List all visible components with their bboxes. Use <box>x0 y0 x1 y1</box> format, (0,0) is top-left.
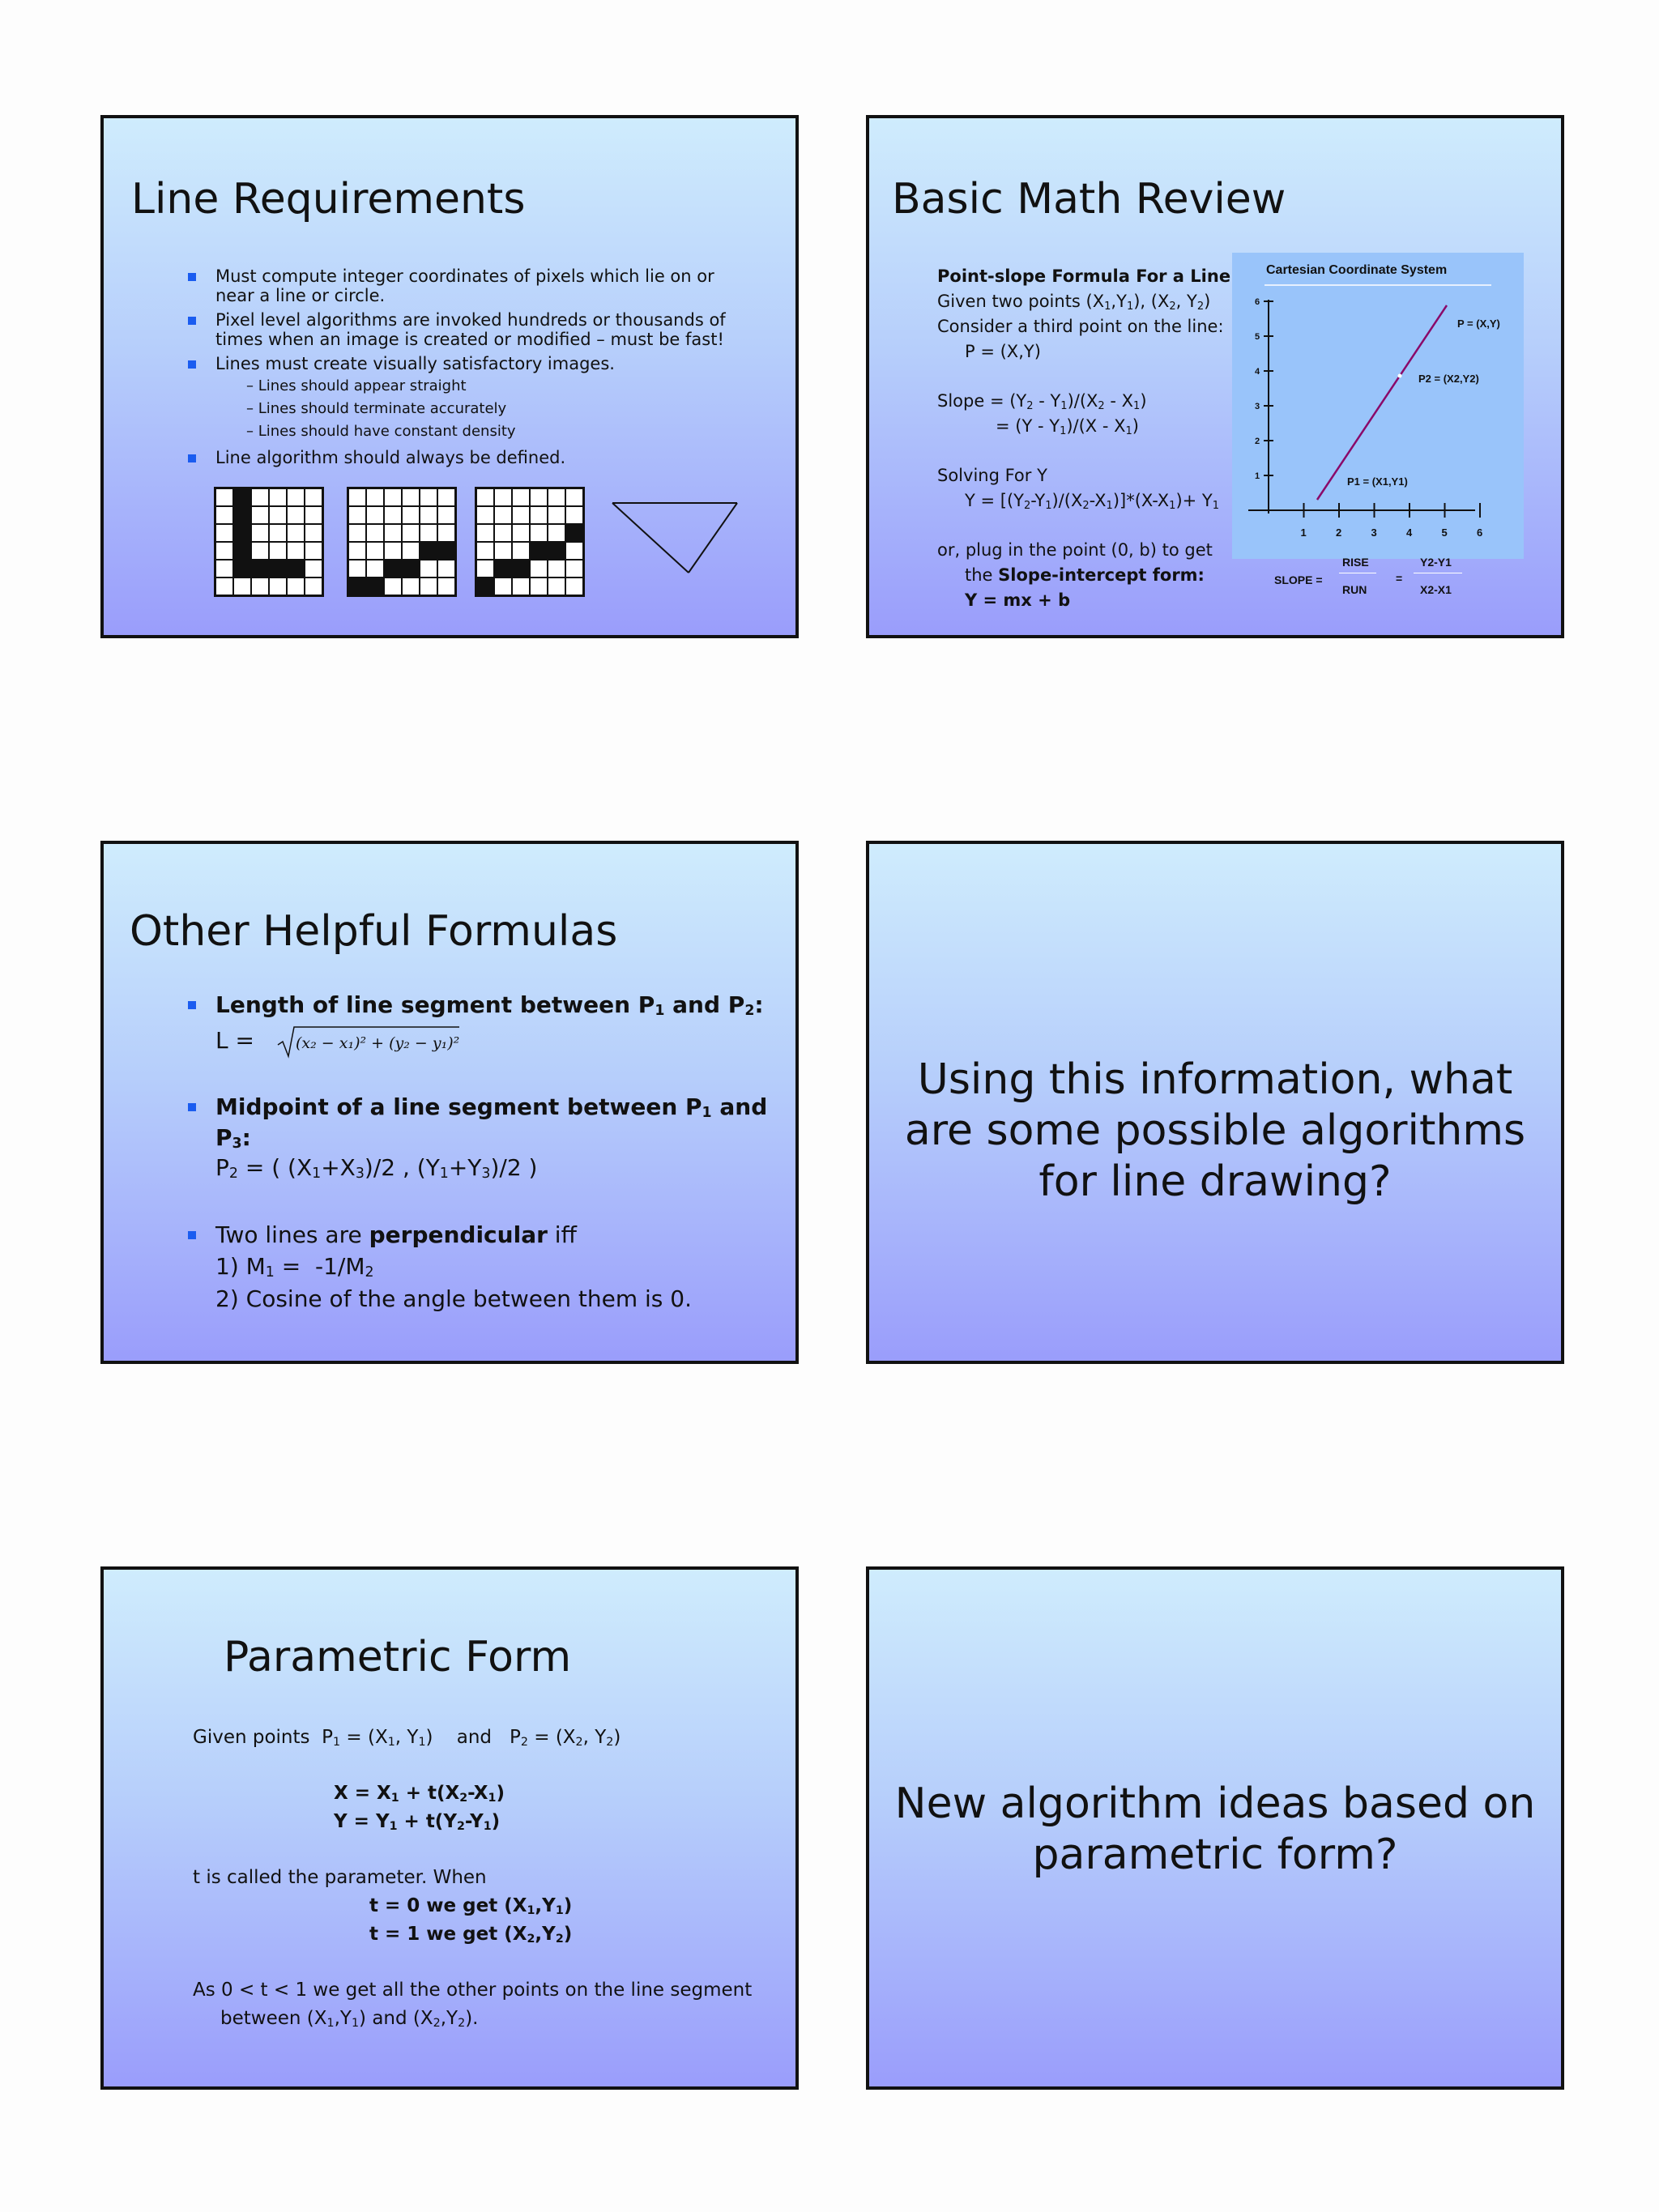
pixel-cell <box>495 560 511 577</box>
consider-line: Consider a third point on the line: <box>937 317 1224 336</box>
p1-label: P1 = (X1,Y1) <box>1347 475 1408 488</box>
length-formula: L = (x₂ − x₁)² + (y₂ − y₁)² <box>188 1024 463 1059</box>
pixel-cell <box>305 507 322 523</box>
pixel-cell <box>216 489 232 505</box>
x-tick-label: 5 <box>1441 526 1448 539</box>
pixel-cell <box>548 507 565 523</box>
parametric-equations <box>193 1779 784 1836</box>
pixel-cell <box>234 525 250 541</box>
point-equation: P = (X,Y) <box>965 342 1041 361</box>
length-label: Length of line segment between P <box>215 991 655 1018</box>
pixel-cell <box>403 543 419 559</box>
pixel-cell <box>288 525 304 541</box>
triangle-drawing <box>611 501 740 582</box>
and-text: and <box>672 991 721 1018</box>
pixel-cell <box>367 525 383 541</box>
slope-intercept-line <box>937 563 1245 588</box>
run-label: RUN <box>1342 583 1367 596</box>
pixel-cell <box>349 525 365 541</box>
y-tick-label: 1 <box>1255 471 1260 481</box>
p2-point <box>1398 374 1402 378</box>
bullet-list <box>188 266 755 472</box>
pixel-cell <box>438 507 454 523</box>
bullet-item-midpoint: Midpoint of a line segment between $P_1$ and $P_3$: <box>188 1092 771 1153</box>
given-points-line: Given two points $(X_1,Y_1)$, ($X_2$, $Y_2$) <box>937 292 1211 313</box>
pixel-cell <box>566 489 582 505</box>
y-mx-b: Y = mx + b <box>965 590 1071 610</box>
equals-sign: = <box>1396 572 1403 585</box>
question-line: parametric form? <box>1032 1831 1398 1879</box>
pixel-cell <box>270 525 286 541</box>
pixel-cell <box>548 560 565 577</box>
pixel-cell <box>216 525 232 541</box>
and-text: and <box>719 1093 768 1120</box>
pixel-cell <box>288 560 304 577</box>
pixel-cell <box>305 560 322 577</box>
pixel-cell <box>288 489 304 505</box>
pixel-cell <box>566 543 582 559</box>
t-values <box>193 1892 784 1949</box>
pixel-cell <box>349 489 365 505</box>
bullet-item: Pixel level algorithms are invoked hundreds or thousands of times when an image is created or modified – must be fast! <box>188 310 755 349</box>
pixel-cell <box>420 543 437 559</box>
pixel-cell <box>513 578 529 595</box>
slide-title: Parametric Form <box>224 1633 572 1681</box>
slide-title: Line Requirements <box>131 175 526 224</box>
pixel-cell <box>270 543 286 559</box>
pixel-cell <box>513 525 529 541</box>
pixel-cell <box>385 578 401 595</box>
pixel-cell <box>270 507 286 523</box>
perp-pre: Two lines are <box>215 1221 362 1248</box>
y-tick-label: 2 <box>1255 437 1260 446</box>
y-tick-label: 5 <box>1255 332 1260 342</box>
pixel-cell <box>495 543 511 559</box>
x-tick-label: 4 <box>1406 526 1413 539</box>
plug-line: or, plug in the point (0, b) to get <box>937 540 1213 560</box>
chart-svg <box>1232 253 1524 559</box>
pixel-cell <box>477 525 493 541</box>
p-label: P = (X,Y) <box>1457 318 1500 330</box>
pixel-cell <box>438 525 454 541</box>
pixel-cell <box>531 578 547 595</box>
pixel-cell <box>495 507 511 523</box>
pixel-cell <box>548 578 565 595</box>
perp-word: perpendicular <box>369 1221 548 1248</box>
pixel-cell <box>252 543 268 559</box>
x-diff-label: X2-X1 <box>1420 583 1452 596</box>
pixel-cell <box>216 543 232 559</box>
t1-line: t = 1 we get $(X_2,Y_2)$ <box>369 1924 573 1946</box>
pixel-cell <box>438 543 454 559</box>
y-equation: $Y = Y_1 + t(Y_2-Y_1)$ <box>334 1811 501 1833</box>
between-text: between <box>220 2008 301 2029</box>
given-points-line: Given points $P_1 = (X_1$, $Y_1$) and $P_2 = (X_2$, $Y_2$) <box>193 1727 621 1749</box>
pixel-cell <box>349 560 365 577</box>
pixel-cell <box>252 578 268 595</box>
pixel-grid-horizontal <box>347 487 457 597</box>
slope-label: Slope <box>937 391 985 411</box>
range-text: As 0 < t < 1 we get all the other points on the line segment <box>193 1980 753 2001</box>
slide-title: Other Helpful Formulas <box>130 907 618 956</box>
pixel-cell <box>566 507 582 523</box>
given-text: Given two points <box>937 292 1081 311</box>
perp-post: iff <box>554 1221 577 1248</box>
question-line: for line drawing? <box>1038 1157 1392 1206</box>
slide-title: Basic Math Review <box>892 175 1286 224</box>
pixel-cell <box>305 489 322 505</box>
pixel-cell <box>270 560 286 577</box>
pixel-cell <box>385 489 401 505</box>
y-ticks <box>1255 297 1273 481</box>
pixel-cell <box>252 507 268 523</box>
pixel-cell <box>513 489 529 505</box>
parameter-text: t is called the parameter. When <box>193 1867 487 1888</box>
pixel-cell <box>252 525 268 541</box>
bullet-text: Lines must create visually satisfactory images. <box>215 354 615 373</box>
formula-text <box>937 264 1245 613</box>
pixel-cell <box>531 560 547 577</box>
pixel-cell <box>531 489 547 505</box>
midpoint-formula: $P_2$ = ( $(X_1+X_3)/2$ , $(Y_1+Y_3)/2$ ) <box>215 1154 538 1182</box>
slide-parametric-form <box>100 1566 799 2090</box>
condition-2: 2) Cosine of the angle between them is 0. <box>215 1285 692 1312</box>
pixel-cell <box>531 543 547 559</box>
pixel-cell <box>252 489 268 505</box>
pixel-cell <box>234 560 250 577</box>
midpoint-label: Midpoint of a line segment between P <box>215 1093 702 1120</box>
pixel-cell <box>548 489 565 505</box>
pixel-cell <box>367 543 383 559</box>
pixel-cell <box>403 507 419 523</box>
x-tick-label: 1 <box>1300 526 1307 539</box>
pixel-cell <box>438 578 454 595</box>
x-equation: $X = X_1 + t(X_2-X_1)$ <box>334 1783 505 1805</box>
pixel-cell <box>252 560 268 577</box>
pixel-cell <box>513 543 529 559</box>
pixel-cell <box>566 560 582 577</box>
we-get: we get <box>426 1895 498 1916</box>
pixel-cell <box>548 543 565 559</box>
bullet-list-3 <box>188 1220 771 1251</box>
parametric-body <box>193 1724 784 2033</box>
slope-intercept-label: Slope-intercept form: <box>998 565 1205 585</box>
pixel-cell <box>216 507 232 523</box>
pixel-cell <box>367 507 383 523</box>
pixel-cell <box>305 525 322 541</box>
pixel-cell <box>513 560 529 577</box>
svg-text:(x₂ − x₁)² + (y₂ − y₁)²: (x₂ − x₁)² + (y₂ − y₁)² <box>295 1034 459 1052</box>
question-line: New algorithm ideas based on <box>894 1779 1536 1828</box>
x-tick-label: 3 <box>1371 526 1377 539</box>
solve-equation: $Y = [(Y_2-Y_1)/(X_2-X_1)]*(X-X_1)+ Y_1$ <box>965 491 1220 512</box>
pixel-cell <box>305 543 322 559</box>
bullet-item-length: Length of line segment between $P_1$ and $P_2$: <box>188 990 771 1021</box>
sub-bullet-item: – Lines should terminate accurately <box>246 398 755 420</box>
pixel-cell <box>288 578 304 595</box>
slope-equation-2: = $(Y - Y_1)/(X - X_1)$ <box>996 416 1139 437</box>
perp-conditions <box>188 1251 692 1315</box>
pixel-cell <box>367 578 383 595</box>
y-tick-label: 6 <box>1255 297 1260 307</box>
slide-line-requirements <box>100 115 799 638</box>
sub-bullet-item: – Lines should have constant density <box>246 420 755 443</box>
pixel-cell <box>513 507 529 523</box>
y-tick-label: 3 <box>1255 402 1260 411</box>
condition-1: 1) $M_1 = -1/M_2$ <box>215 1253 374 1281</box>
question-text <box>869 1055 1561 1208</box>
chart-title: Cartesian Coordinate System <box>1266 263 1448 277</box>
pixel-cell <box>349 543 365 559</box>
question-line: are some possible algorithms <box>904 1106 1526 1155</box>
pixel-cell <box>420 507 437 523</box>
pixel-cell <box>566 578 582 595</box>
pixel-cell <box>531 507 547 523</box>
pixel-grid-vertical <box>214 487 324 597</box>
pixel-cell <box>477 560 493 577</box>
x-ticks <box>1301 503 1483 539</box>
slope-equation: Slope = $(Y_2 - Y_1)/(X_2 - X_1)$ <box>937 391 1147 412</box>
pixel-cell <box>216 560 232 577</box>
pixel-cell <box>420 525 437 541</box>
the-text: the <box>965 565 993 585</box>
pixel-cell <box>566 525 582 541</box>
y-diff-label: Y2-Y1 <box>1420 556 1452 569</box>
sub-bullet-item: – Lines should appear straight <box>246 375 755 398</box>
pixel-cell <box>548 525 565 541</box>
pixel-cell <box>385 525 401 541</box>
pixel-cell <box>495 578 511 595</box>
pixel-cell <box>385 560 401 577</box>
pixel-cell <box>349 507 365 523</box>
pixel-cell <box>531 525 547 541</box>
cond1-text: 1) M <box>215 1253 266 1280</box>
we-get: we get <box>426 1924 498 1945</box>
pixel-cell <box>367 489 383 505</box>
cartesian-chart <box>1232 253 1524 559</box>
pixel-cell <box>385 507 401 523</box>
bullet-item-perpendicular <box>188 1220 771 1251</box>
pixel-cell <box>234 543 250 559</box>
pixel-cell <box>438 560 454 577</box>
pixel-cell <box>477 507 493 523</box>
pixel-cell <box>234 578 250 595</box>
between-line: between $(X_1,Y_1)$ and $(X_2,Y_2)$. <box>220 2008 479 2030</box>
solving-line: Solving For Y <box>937 466 1047 485</box>
pixel-cell <box>216 578 232 595</box>
pixel-cell <box>438 489 454 505</box>
rise-label: RISE <box>1342 556 1369 569</box>
bullet-list <box>188 990 771 1021</box>
pixel-cell <box>477 543 493 559</box>
pixel-cell <box>477 578 493 595</box>
pixel-cell <box>403 578 419 595</box>
question-line: Using this information, what <box>917 1055 1513 1104</box>
sub-bullet-list <box>215 375 755 443</box>
pixel-cell <box>495 489 511 505</box>
pixel-cell <box>495 525 511 541</box>
slide-question-parametric <box>866 1566 1564 2090</box>
slope-text: SLOPE = <box>1274 573 1323 586</box>
given-text: Given points <box>193 1727 310 1748</box>
pixel-cell <box>403 560 419 577</box>
pixel-cell <box>349 578 365 595</box>
pixel-cell <box>234 489 250 505</box>
bullet-list-2 <box>188 1092 771 1153</box>
bullet-item <box>188 354 755 443</box>
p2-label: P2 = (X2,Y2) <box>1418 373 1479 385</box>
section-heading: Point-slope Formula For a Line <box>937 266 1231 286</box>
sqrt-formula <box>276 1024 463 1059</box>
pixel-cell <box>270 578 286 595</box>
question-text <box>869 1779 1561 1881</box>
line-p1-p <box>1317 305 1447 500</box>
pixel-cell <box>385 543 401 559</box>
pixel-cell <box>367 560 383 577</box>
x-tick-label: 2 <box>1336 526 1342 539</box>
pixel-cell <box>403 525 419 541</box>
slide-question-algorithms <box>866 841 1564 1364</box>
pixel-cell <box>420 578 437 595</box>
pixel-cell <box>288 543 304 559</box>
pixel-grid-diagonal <box>475 487 585 597</box>
slope-equation-graphic <box>1274 556 1517 638</box>
pixel-cell <box>420 560 437 577</box>
y-tick-label: 4 <box>1255 367 1260 377</box>
pixel-cell <box>270 489 286 505</box>
pixel-cell <box>234 507 250 523</box>
x-tick-label: 6 <box>1477 526 1483 539</box>
slide-other-helpful-formulas <box>100 841 799 1364</box>
pixel-cell <box>403 489 419 505</box>
slide-basic-math-review <box>866 115 1564 638</box>
pixel-cell <box>288 507 304 523</box>
t0-line: t = 0 we get $(X_1,Y_1)$ <box>369 1895 573 1917</box>
bullet-item: Must compute integer coordinates of pixels which lie on or near a line or circle. <box>188 266 755 305</box>
pixel-cell <box>420 489 437 505</box>
pixel-cell <box>477 489 493 505</box>
pixel-cell <box>305 578 322 595</box>
bullet-item: Line algorithm should always be defined. <box>188 448 755 467</box>
